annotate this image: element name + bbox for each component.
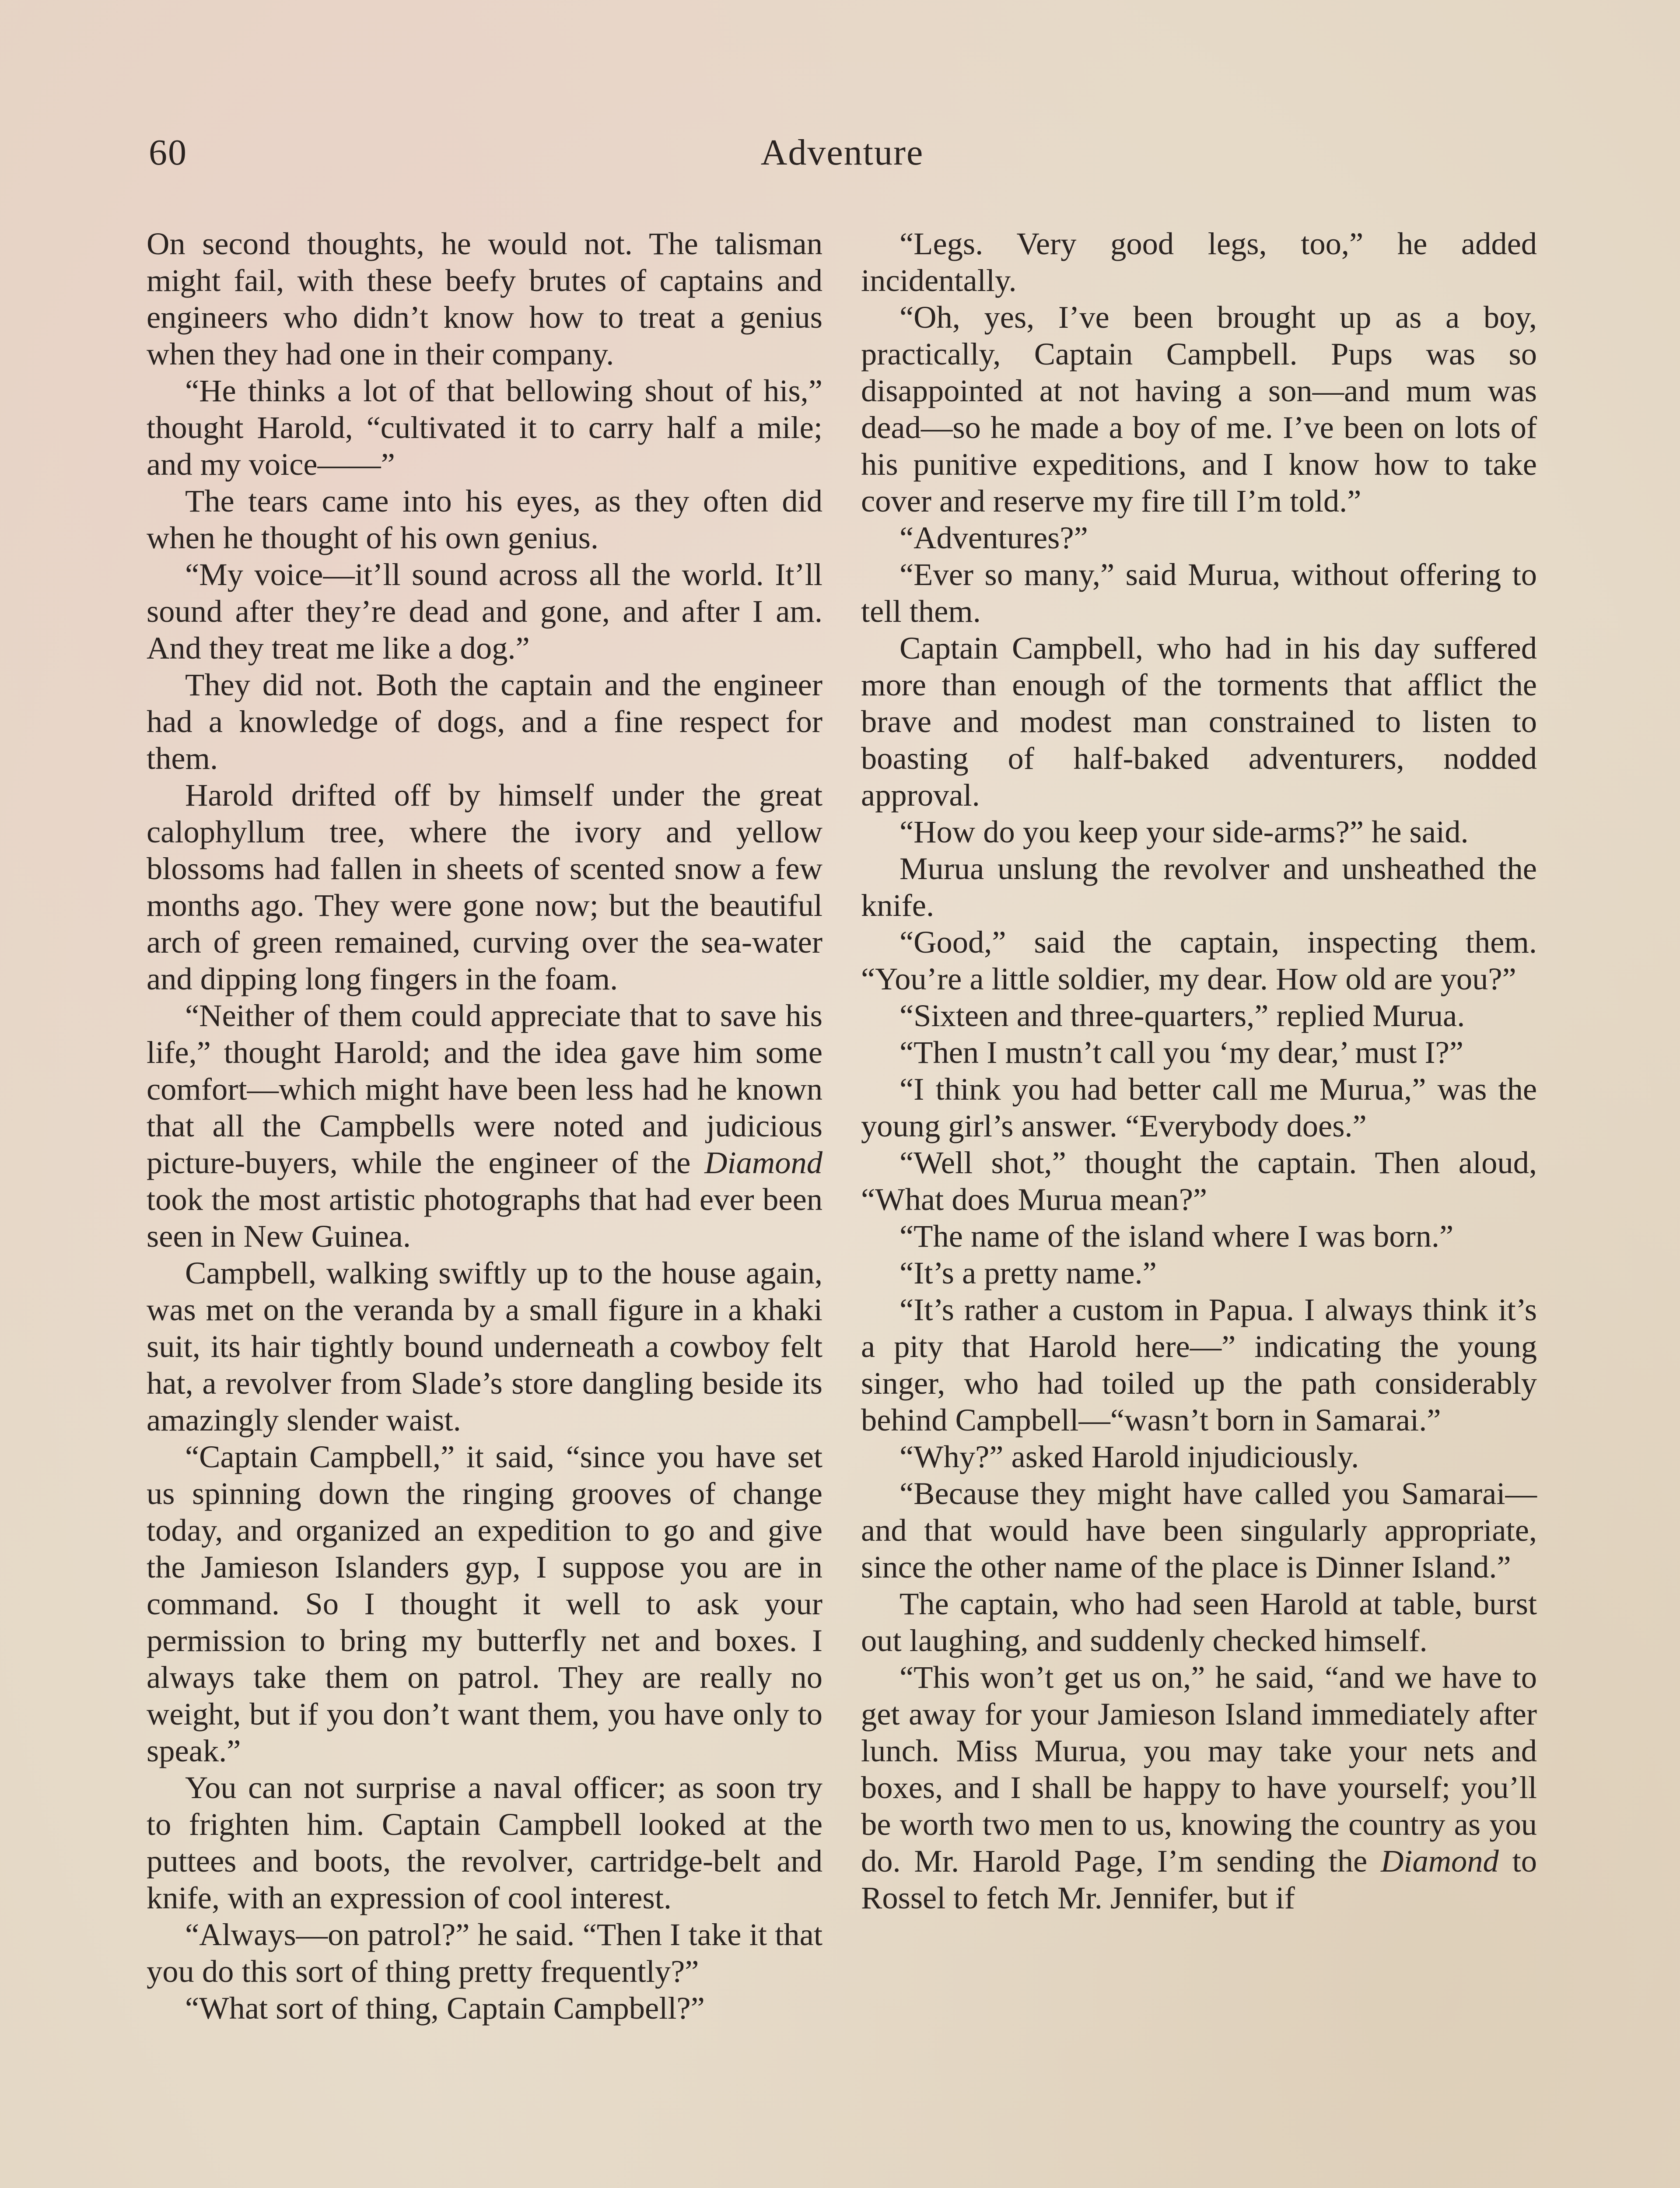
paragraph: “The name of the island where I was born.” <box>900 1218 1454 1254</box>
paragraph: They did not. Both the captain and the engineer had a knowledge of dogs, and a fine respect for them. <box>147 667 822 776</box>
paragraph: “Captain Campbell,” it said, “since you have set us spinning down the ringing grooves of change today, and organized an expedition to go and give the Jamieson Islanders gyp, I suppose you are in command. So I thought it well to ask your permission to bring my butterfly net and boxes. I always take them on patrol. They are really no weight, but if you don’t want them, you have only to speak.” <box>147 1439 822 1768</box>
page-header <box>149 131 1536 179</box>
paragraph: “Legs. Very good legs, too,” he added incidentally. <box>861 226 1537 298</box>
paragraph: “Because they might have called you Samarai—and that would have been singularly appropriate, since the other name of the place is Dinner Island.” <box>861 1476 1537 1585</box>
paragraph: “Neither of them could appreciate that to save his life,” thought Harold; and the idea gave him some comfort—which might have been less had he known that all the Campbells were noted and judicious picture-buyers, while the engineer of the Diamond took the most artistic photographs that had ever been seen in New Guinea. <box>147 998 822 1254</box>
paragraph: Murua unslung the revolver and unsheathed the knife. <box>861 851 1537 923</box>
page-number: 60 <box>149 132 187 173</box>
right-text-column <box>861 225 1537 1916</box>
paragraph: “Ever so many,” said Murua, without offering to tell them. <box>861 557 1537 629</box>
paragraph: “Adventures?” <box>900 520 1088 555</box>
paragraph: Campbell, walking swiftly up to the house again, was met on the veranda by a small figure in a khaki suit, its hair tightly bound underneath a cowboy felt hat, a revolver from Slade’s store dangling beside its amazingly slender waist. <box>147 1255 822 1438</box>
paragraph: “Why?” asked Harold injudiciously. <box>900 1439 1359 1474</box>
paragraph: The tears came into his eyes, as they often did when he thought of his own genius. <box>147 483 822 555</box>
paragraph: “Oh, yes, I’ve been brought up as a boy, practically, Captain Campbell. Pups was so disappointed at not having a son—and mum was dead—so he made a boy of me. I’ve been on lots of his punitive expeditions, and I know how to take cover and reserve my fire till I’m told.” <box>861 299 1537 519</box>
paragraph: “My voice—it’ll sound across all the world. It’ll sound after they’re dead and gone, and after I am. And they treat me like a dog.” <box>147 557 822 666</box>
running-head: Adventure <box>760 132 924 173</box>
paragraph: “It’s rather a custom in Papua. I always think it’s a pity that Harold here—” indicating the young singer, who had toiled up the path considerably behind Campbell—“wasn’t born in Samarai.” <box>861 1292 1537 1438</box>
paragraph: On second thoughts, he would not. The talisman might fail, with these beefy brutes of captains and engineers who didn’t know how to treat a genius when they had one in their company. <box>147 226 822 372</box>
paragraph: Harold drifted off by himself under the great calophyllum tree, where the ivory and yellow blossoms had fallen in sheets of scented snow a few months ago. They were gone now; but the beautiful arch of green remained, curving over the sea-water and dipping long fingers in the foam. <box>147 777 822 996</box>
paragraph: Captain Campbell, who had in his day suffered more than enough of the torments that afflict the brave and modest man constrained to listen to boasting of half-baked adventurers, nodded approval. <box>861 630 1537 813</box>
paragraph: “Always—on patrol?” he said. “Then I take it that you do this sort of thing pretty frequently?” <box>147 1917 822 1989</box>
left-text-column <box>147 225 822 2027</box>
paragraph: You can not surprise a naval officer; as soon try to frighten him. Captain Campbell looked at the puttees and boots, the revolver, cartridge-belt and knife, with an expression of cool interest. <box>147 1770 822 1915</box>
paragraph: “How do you keep your side-arms?” he said. <box>900 814 1469 849</box>
paragraph: “Then I mustn’t call you ‘my dear,’ must I?” <box>900 1034 1463 1070</box>
paragraph: “Well shot,” thought the captain. Then aloud, “What does Murua mean?” <box>861 1145 1537 1217</box>
paragraph: “Sixteen and three-quarters,” replied Murua. <box>900 998 1465 1033</box>
paragraph: “I think you had better call me Murua,” was the young girl’s answer. “Everybody does.” <box>861 1071 1537 1143</box>
paragraph: “Good,” said the captain, inspecting them. “You’re a little soldier, my dear. How old are you?” <box>861 924 1537 996</box>
paragraph: “He thinks a lot of that bellowing shout of his,” thought Harold, “cultivated it to carry half a mile; and my voice——” <box>147 373 822 482</box>
paragraph: “This won’t get us on,” he said, “and we have to get away for your Jamieson Island immediately after lunch. Miss Murua, you may take your nets and boxes, and I shall be happy to have yourself; you’ll be worth two men to us, knowing the country as you do. Mr. Harold Page, I’m sending the Diamond to Rossel to fetch Mr. Jennifer, but if <box>861 1659 1537 1915</box>
paragraph: The captain, who had seen Harold at table, burst out laughing, and suddenly checked himself. <box>861 1586 1537 1658</box>
paragraph: “What sort of thing, Captain Campbell?” <box>185 1990 705 2026</box>
paragraph: “It’s a pretty name.” <box>900 1255 1157 1290</box>
